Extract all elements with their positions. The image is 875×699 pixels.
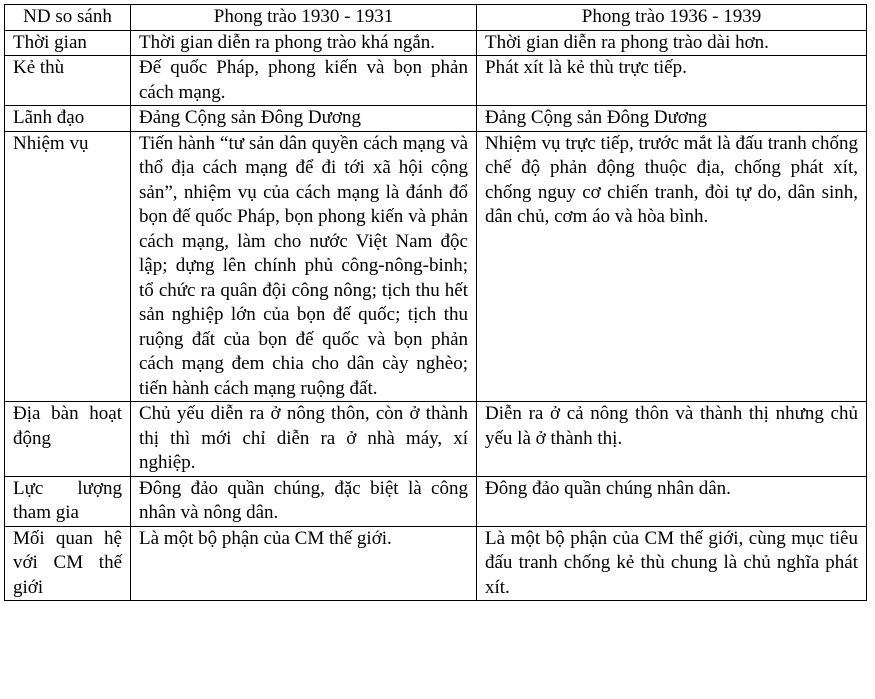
cell-1930-relation: Là một bộ phận của CM thế giới. — [131, 526, 477, 601]
cell-1936-enemy: Phát xít là kẻ thù trực tiếp. — [477, 56, 867, 106]
cell-1936-forces: Đông đảo quần chúng nhân dân. — [477, 476, 867, 526]
table-body — [5, 30, 867, 601]
table-row-time — [5, 30, 867, 56]
header-1930-1931: Phong trào 1930 - 1931 — [131, 5, 477, 31]
cell-1930-tasks: Tiến hành “tư sản dân quyền cách mạng và thổ địa cách mạng để đi tới xã hội cộng sản”, nhiệm vụ của cách mạng là đánh đổ bọn đế quốc Pháp, bọn phong kiến và phản cách mạng, làm cho nước Việt Nam độc lập; dựng lên chính phủ công-nông-binh; tổ chức ra quân đội công nông; tịch thu hết sản nghiệp lớn của bọn đế quốc; tịch thu ruộng đất của bọn đế quốc và bọn phản cách mạng đem chia cho dân cày nghèo; tiến hành cách mạng ruộng đất. — [131, 131, 477, 402]
cell-1930-leadership: Đảng Cộng sản Đông Dương — [131, 106, 477, 132]
comparison-table — [4, 4, 867, 601]
cell-1936-area: Diễn ra ở cả nông thôn và thành thị nhưng chủ yếu là ở thành thị. — [477, 402, 867, 477]
row-label-leadership: Lãnh đạo — [5, 106, 131, 132]
table-row-enemy — [5, 56, 867, 106]
table-row-area — [5, 402, 867, 477]
table-row-relation — [5, 526, 867, 601]
header-1936-1939: Phong trào 1936 - 1939 — [477, 5, 867, 31]
row-label-time: Thời gian — [5, 30, 131, 56]
cell-1936-time: Thời gian diễn ra phong trào dài hơn. — [477, 30, 867, 56]
cell-1930-enemy: Đế quốc Pháp, phong kiến và bọn phản cách mạng. — [131, 56, 477, 106]
row-label-relation: Mối quan hệ với CM thế giới — [5, 526, 131, 601]
header-criteria: ND so sánh — [5, 5, 131, 31]
cell-1930-forces: Đông đảo quần chúng, đặc biệt là công nhân và nông dân. — [131, 476, 477, 526]
table-row-tasks — [5, 131, 867, 402]
cell-1936-relation: Là một bộ phận của CM thế giới, cùng mục tiêu đấu tranh chống kẻ thù chung là chủ nghĩa phát xít. — [477, 526, 867, 601]
cell-1936-tasks: Nhiệm vụ trực tiếp, trước mắt là đấu tranh chống chế độ phản động thuộc địa, chống phát xít, chống nguy cơ chiến tranh, đòi tự do, dân sinh, dân chủ, cơm áo và hòa bình. — [477, 131, 867, 402]
header-row — [5, 5, 867, 31]
table-header — [5, 5, 867, 31]
row-label-tasks: Nhiệm vụ — [5, 131, 131, 402]
cell-1930-area: Chủ yếu diễn ra ở nông thôn, còn ở thành thị thì mới chỉ diễn ra ở nhà máy, xí nghiệp. — [131, 402, 477, 477]
table-row-forces — [5, 476, 867, 526]
row-label-area: Địa bàn hoạt động — [5, 402, 131, 477]
row-label-enemy: Kẻ thù — [5, 56, 131, 106]
table-row-leadership — [5, 106, 867, 132]
row-label-forces: Lực lượng tham gia — [5, 476, 131, 526]
cell-1936-leadership: Đảng Cộng sản Đông Dương — [477, 106, 867, 132]
cell-1930-time: Thời gian diễn ra phong trào khá ngắn. — [131, 30, 477, 56]
